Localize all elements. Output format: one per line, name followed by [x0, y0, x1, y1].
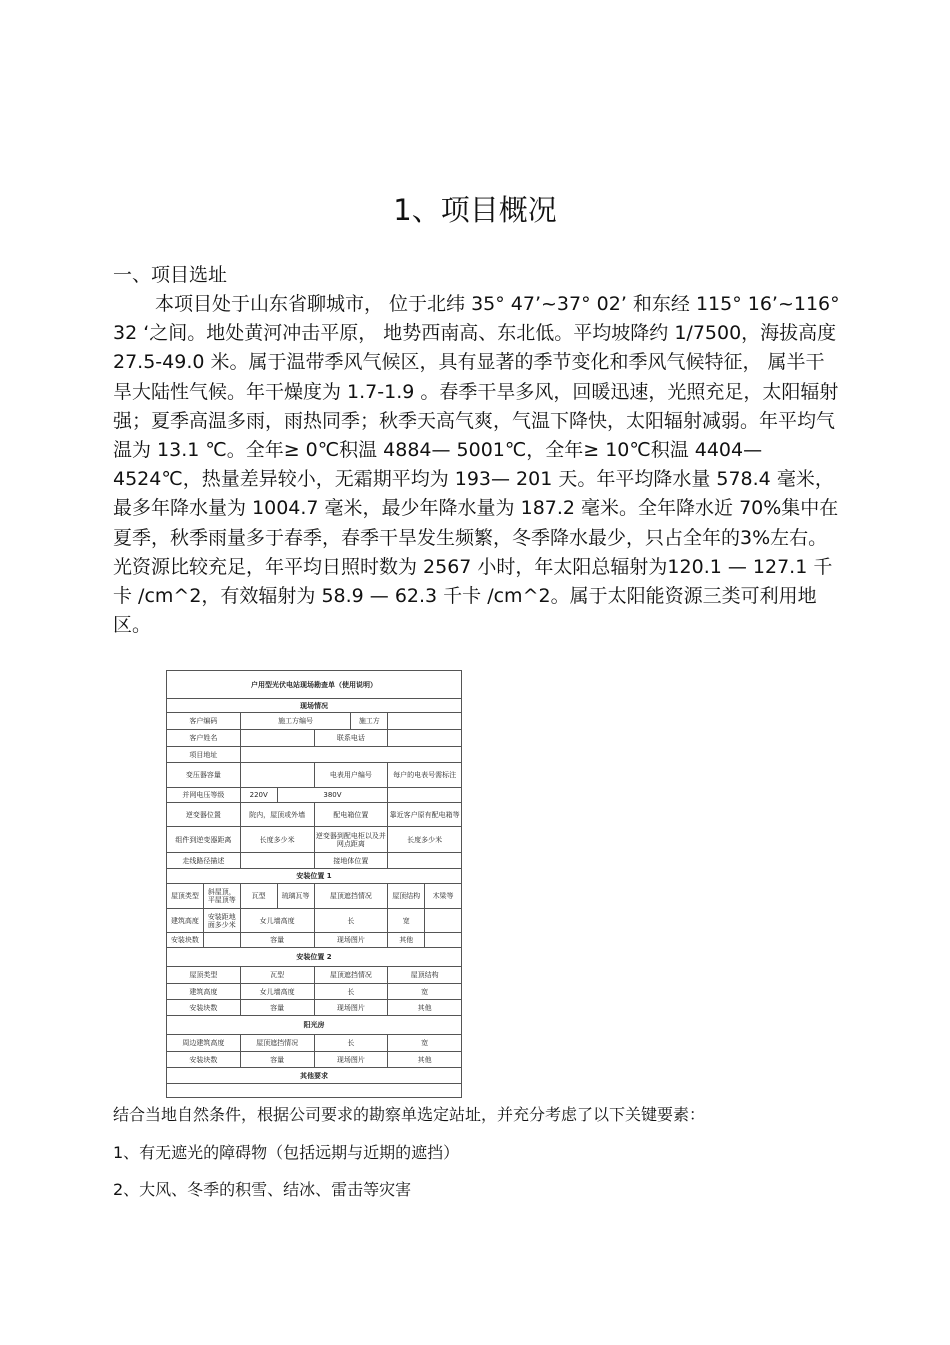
cell-distbox-note: 靠近客户原有配电箱等 — [388, 803, 462, 827]
cell-inverter-pos: 逆变器位置 — [167, 803, 241, 827]
cell-roof-type: 屋顶类型 — [167, 884, 204, 909]
cell-customer-no: 客户编码 — [167, 713, 241, 730]
cell-capacity: 容量 — [240, 933, 314, 948]
cell-distbox-pos: 配电箱位置 — [314, 803, 388, 827]
cell-address: 项目地址 — [167, 747, 241, 763]
cell-wood-beam: 木梁等 — [425, 884, 462, 909]
section-heading: 一、项目选址 — [113, 264, 228, 286]
cell-install-qty-2: 安装块数 — [167, 1000, 241, 1016]
cell-capacity-2: 容量 — [240, 1000, 314, 1016]
cell-roof-shade: 屋顶遮挡情况 — [314, 884, 388, 909]
cell-surround-height: 周边建筑高度 — [167, 1035, 241, 1052]
cell-length-q: 长度多少米 — [240, 827, 314, 853]
cell-other-2: 其他 — [388, 1000, 462, 1016]
cell-length-3: 长 — [314, 1035, 388, 1052]
cell-height-q: 安装距地面多少米 — [203, 909, 240, 933]
cell-other-3: 其他 — [388, 1052, 462, 1068]
cell-roof-shade-2: 屋顶遮挡情况 — [314, 967, 388, 984]
cell-roof-struct-2: 屋顶结构 — [388, 967, 462, 984]
form-section-site: 现场情况 — [167, 699, 462, 713]
list-item: 结合当地自然条件，根据公司要求的勘察单选定站址，并充分考虑了以下关键要素： — [113, 1105, 706, 1124]
cell-install-qty-3: 安装块数 — [167, 1052, 241, 1068]
cell-route: 走线路径描述 — [167, 853, 241, 869]
cell-module-inv-dist: 组件到逆变器距离 — [167, 827, 241, 853]
page-title: 1、项目概况 — [393, 193, 557, 227]
cell-roof-shade-3: 屋顶遮挡情况 — [240, 1035, 314, 1052]
cell-meter-no: 电表用户编号 — [314, 763, 388, 788]
cell-380v: 380V — [277, 788, 388, 803]
cell-glazed-tile: 琉璃瓦等 — [277, 884, 314, 909]
body-paragraph — [113, 290, 843, 640]
cell-220v: 220V — [240, 788, 277, 803]
cell-parapet: 女儿墙高度 — [240, 909, 314, 933]
cell-installer-no: 施工方编号 — [240, 713, 351, 730]
cell-installer: 施工方 — [351, 713, 388, 730]
paragraph-text: 本项目处于山东省聊城市， 位于北纬 35° 47’~37° 02’ 和东经 115° 16’~116° 32 ‘之间。地处黄河冲击平原， 地势西南高、东北低。平均坡降约 1/7500，海拔高度 27.5-49.0 米。属于温带季风气候区，具有显著的季节变化和季风气候特征， 属半干旱大陆性气候。年干燥度为 1.7-1.9 。春季干旱多风，回暖迅速，光照充足，太阳辐射强；夏季高温多雨，雨热同季；秋季天高气爽，气温下降快，太阳辐射减弱。年平均气温为 13.1 ℃。全年≥ 0℃积温 4884— 5001℃，全年≥ 10℃积温 4404— 4524℃，热量差异较小，无霜期平均为 193— 201 天。年平均降水量 578.4 毫米，最多年降水量为 1004.7 毫米，最少年降水量为 187.2 毫米。全年降水近 70%集中在夏季，秋季雨量多于春季，春季干旱发生频繁，冬季降水最少，只占全年的3%左右。光资源比较充足，年平均日照时数为 2567 小时，年太阳总辐射为120.1 — 127.1 千卡 /cm^2，有效辐射为 58.9 — 62.3 千卡 /cm^2。属于太阳能资源三类可利用地区。 — [113, 293, 840, 637]
cell-grid-voltage: 并网电压等级 — [167, 788, 241, 803]
cell-roof-struct: 屋顶结构 — [388, 884, 425, 909]
cell-width-3: 宽 — [388, 1035, 462, 1052]
cell-building-height: 建筑高度 — [167, 909, 204, 933]
survey-form-table — [166, 670, 462, 1098]
cell-capacity-3: 容量 — [240, 1052, 314, 1068]
cell-roof-type-val: 斜屋顶，平屋顶等 — [203, 884, 240, 909]
form-title: 户用型光伏电站现场勘查单（使用说明） — [167, 671, 462, 699]
form-section-sun: 阳光房 — [167, 1016, 462, 1035]
cell-customer-name: 客户姓名 — [167, 730, 241, 747]
cell-transformer: 变压器容量 — [167, 763, 241, 788]
form-section-pos1: 安装位置 1 — [167, 869, 462, 884]
cell-length-2: 长 — [314, 984, 388, 1000]
cell-phone: 联系电话 — [314, 730, 388, 747]
form-section-other: 其他要求 — [167, 1068, 462, 1084]
cell-width-2: 宽 — [388, 984, 462, 1000]
cell-building-height-2: 建筑高度 — [167, 984, 241, 1000]
cell-inv-dist-dist: 逆变器到配电柜以及并网点距离 — [314, 827, 388, 853]
cell-site-photo-3: 现场图片 — [314, 1052, 388, 1068]
cell-length-q2: 长度多少米 — [388, 827, 462, 853]
list-item: 2、大风、冬季的积雪、结冰、雷击等灾害 — [113, 1180, 412, 1199]
cell-meter-note: 每户的电表号需标注 — [388, 763, 462, 788]
cell-parapet-2: 女儿墙高度 — [240, 984, 314, 1000]
cell-install-qty: 安装块数 — [167, 933, 204, 948]
cell-site-photo-2: 现场图片 — [314, 1000, 388, 1016]
cell-tile-2: 瓦型 — [240, 967, 314, 984]
list-item: 1、有无遮光的障碍物（包括远期与近期的遮挡） — [113, 1143, 460, 1162]
cell-other: 其他 — [388, 933, 425, 948]
cell-length: 长 — [314, 909, 388, 933]
survey-form-image — [166, 670, 464, 1081]
cell-site-photo: 现场图片 — [314, 933, 388, 948]
cell-tile: 瓦型 — [240, 884, 277, 909]
form-section-pos2: 安装位置 2 — [167, 948, 462, 967]
cell-inverter-pos-val: 院内，屋顶或外墙 — [240, 803, 314, 827]
cell-width: 宽 — [388, 909, 425, 933]
cell-ground-pos: 接地体位置 — [314, 853, 388, 869]
cell-roof-type-2: 屋顶类型 — [167, 967, 241, 984]
